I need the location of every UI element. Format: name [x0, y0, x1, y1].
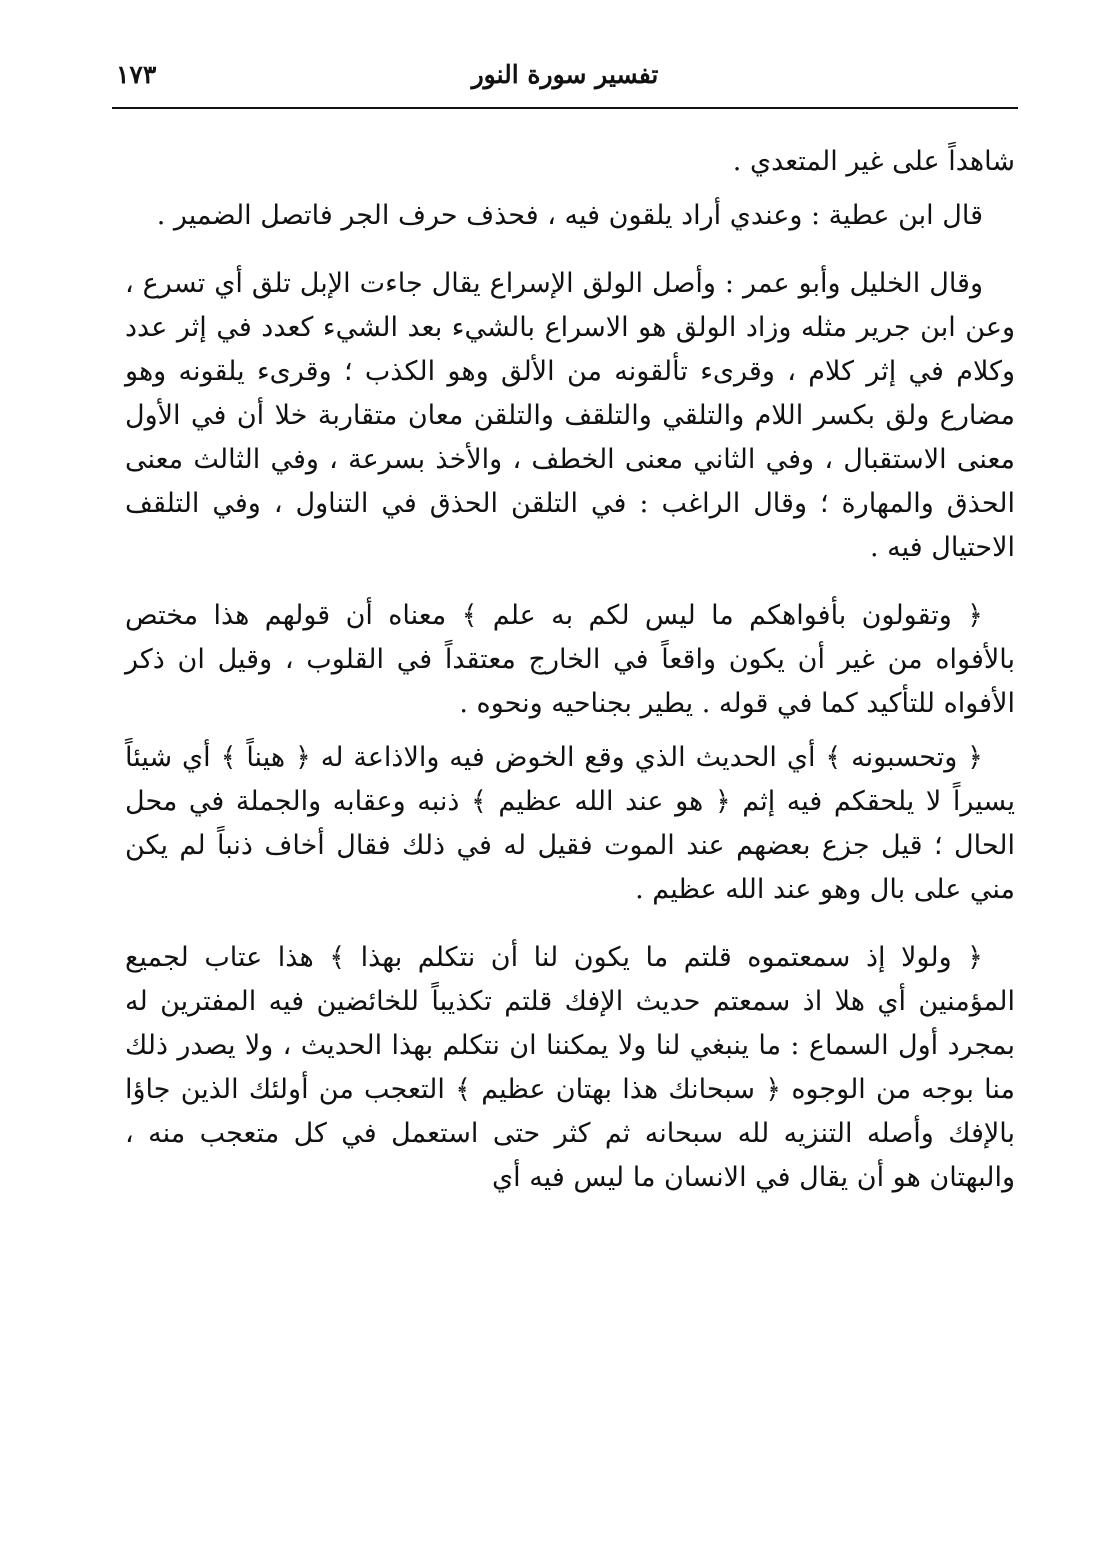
page-header: [112, 54, 1018, 98]
paragraph-ibn-atiyya: قال ابن عطية : وعندي أراد يلقون فيه ، فحذف حرف الجر فاتصل الضمير .: [156, 200, 983, 231]
header-divider: [112, 107, 1018, 109]
page-body: [125, 140, 1015, 1200]
page-number: ١٧٣: [116, 60, 157, 89]
paragraph-tafsir-verse-3: ﴿ ولولا إذ سمعتموه قلتم ما يكون لنا أن نتكلم بهذا ﴾ هذا عتاب لجميع المؤمنين أي هلا اذ سمعتم حديث الإفك قلتم تكذيباً للخائضين فيه المفترين له بمجرد أول السماع : ما ينبغي لنا ولا يمكننا ان نتكلم بهذا الحديث ، ولا يصدر ذلك منا بوجه من الوجوه ﴿ سبحانك هذا بهتان عظيم ﴾ التعجب من أولئك الذين جاؤا بالإفك وأصله التنزيه لله سبحانه ثم كثر حتى استعمل في كل متعجب منه ، والبهتان هو أن يقال في الانسان ما ليس فيه أي: [125, 942, 1015, 1193]
paragraph-khalil: وقال الخليل وأبو عمر : وأصل الولق الإسراع يقال جاءت الإبل تلق أي تسرع ، وعن ابن جرير مثله وزاد الولق هو الاسراع بالشيء بعد الشيء كعدد في إثر عدد وكلام في إثر كلام ، وقرىء تألقونه من الألق وهو الكذب ؛ وقرىء يلقونه وهو مضارع ولق بكسر اللام والتلقي والتلقف والتلقن معان متقاربة خلا أن في الأول معنى الاستقبال ، وفي الثاني معنى الخطف ، والأخذ بسرعة ، وفي الثالث معنى الحذق والمهارة ؛ وقال الراغب : في التلقن الحذق في التناول ، وفي التلقف الاحتيال فيه .: [125, 268, 1015, 563]
paragraph-tafsir-verse-1: ﴿ وتقولون بأفواهكم ما ليس لكم به علم ﴾ معناه أن قولهم هذا مختص بالأفواه من غير أن يكون واقعاً في الخارج معتقداً في القلوب ، وقيل ان ذكر الأفواه للتأكيد كما في قوله . يطير بجناحيه ونحوه .: [125, 600, 1015, 719]
paragraph-continuation: شاهداً على غير المتعدي .: [732, 146, 1015, 177]
running-title: تفسير سورة النور: [471, 60, 659, 89]
paragraph-tafsir-verse-2: ﴿ وتحسبونه ﴾ أي الحديث الذي وقع الخوض فيه والاذاعة له ﴿ هيناً ﴾ أي شيئاً يسيراً لا يلحقكم فيه إثم ﴿ هو عند الله عظيم ﴾ ذنبه وعقابه والجملة في محل الحال ؛ قيل جزع بعضهم عند الموت فقيل له في ذلك فقال أخاف ذنباً لم يكن مني على بال وهو عند الله عظيم .: [125, 742, 1015, 905]
